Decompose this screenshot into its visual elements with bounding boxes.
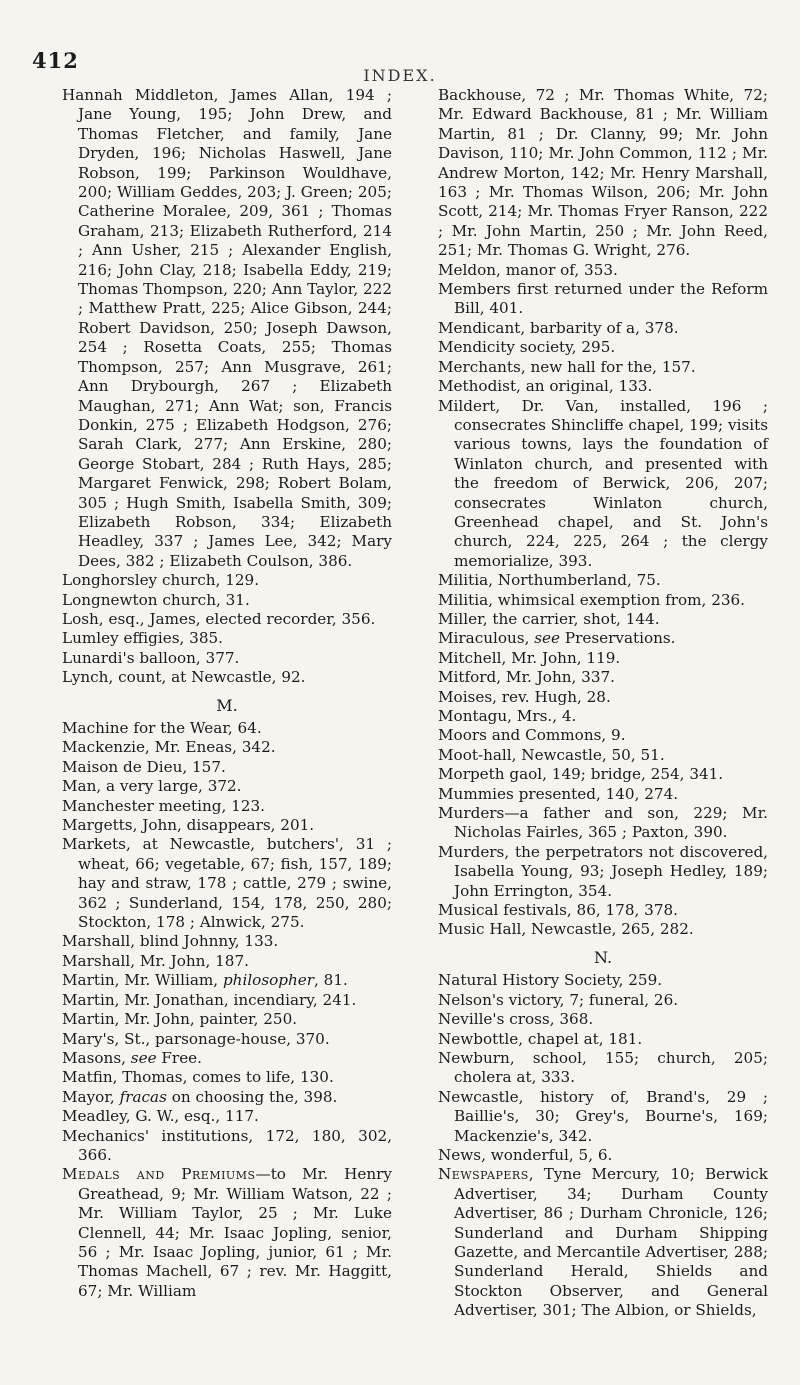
index-entry: Newbottle, chapel at, 181. (438, 1029, 643, 1048)
index-entry: Mildert, Dr. Van, installed, 196 ; consecrates Shincliffe chapel, 199; visits various towns, lays the foundation of Winlaton church, and presented with the freedom of Berwick, 206, 207; consecrates Winlaton church, Greenhead chapel, and St. John's church, 224, 225, 264 ; the clergy memorialize, 393. (438, 396, 768, 570)
index-entry-continued: Backhouse, 72 ; Mr. Thomas White, 72; Mr. Edward Backhouse, 81 ; Mr. William Martin, 81 ; Dr. Clanny, 99; Mr. John Davison, 110; Mr. John Common, 112 ; Mr. Andrew Morton, 142; Mr. Henry Marshall, 163 ; Mr. Thomas Wilson, 206; Mr. John Scott, 214; Mr. Thomas Fryer Ranson, 222 ; Mr. John Martin, 250 ; Mr. John Reed, 251; Mr. Thomas G. Wright, 276. (438, 86, 768, 260)
index-entry: Marshall, Mr. John, 187. (62, 951, 249, 970)
index-entry: Meldon, manor of, 353. (438, 260, 618, 279)
m-entries-group-a (62, 719, 392, 971)
index-entry: Newcastle, history of, Brand's, 29 ; Baillie's, 30; Grey's, Bourne's, 169; Mackenzie's, 342. (438, 1087, 768, 1145)
index-entry: Manchester meeting, 123. (62, 796, 265, 815)
index-entry: Miraculous, see Preservations. (438, 629, 676, 648)
index-entry: Marshall, blind Johnny, 133. (62, 932, 279, 951)
index-entry: Margetts, John, disappears, 201. (62, 816, 315, 835)
index-entry: Mendicity society, 295. (438, 338, 616, 357)
index-entry: Musical festivals, 86, 178, 378. (438, 901, 678, 920)
index-entry: Mummies presented, 140, 274. (438, 784, 679, 803)
running-head: INDEX. (363, 66, 437, 85)
index-columns (62, 86, 768, 1321)
index-entry: Methodist, an original, 133. (438, 377, 653, 396)
index-entry: Nelson's victory, 7; funeral, 26. (438, 990, 679, 1009)
index-entry: Lumley effigies, 385. (62, 629, 223, 648)
left-entries (62, 86, 392, 688)
index-entry: Martin, Mr. William, philosopher, 81. (62, 971, 348, 990)
section-heading-m: M. (216, 695, 238, 715)
m-entries-group-b (62, 991, 392, 1049)
index-entry: Maison de Dieu, 157. (62, 757, 226, 776)
index-entry: Mendicant, barbarity of a, 378. (438, 318, 679, 337)
index-entry: News, wonderful, 5, 6. (438, 1145, 613, 1164)
index-entry: Militia, whimsical exemption from, 236. (438, 590, 746, 609)
index-entry: Morpeth gaol, 149; bridge, 254, 341. (438, 765, 724, 784)
index-entry: Montagu, Mrs., 4. (438, 707, 577, 725)
index-entry: Miller, the carrier, shot, 144. (438, 609, 660, 628)
index-entry: Longhorsley church, 129. (62, 571, 260, 590)
section-heading-n: N. (593, 947, 613, 967)
index-entry: Members first returned under the Reform Bill, 401. (438, 280, 768, 318)
index-entry: Neville's cross, 368. (438, 1010, 594, 1029)
index-entry: Murders—a father and son, 229; Mr. Nicholas Fairles, 365 ; Paxton, 390. (438, 804, 768, 842)
index-entry: Medals and Premiums—to Mr. Henry Greathead, 9; Mr. William Watson, 22 ; Mr. William Taylor, 25 ; Mr. Luke Clennell, 44; Mr. Isaac Jopling, senior, 56 ; Mr. Isaac Jopling, junior, 61 ; Mr. Thomas Machell, 67 ; rev. Mr. Haggitt, 67; Mr. William (62, 1165, 392, 1300)
index-entry: Murders, the perpetrators not discovered, Isabella Young, 93; Joseph Hedley, 189; John Errington, 354. (438, 842, 768, 900)
index-entry: Longnewton church, 31. (62, 590, 250, 609)
index-entry: Mary's, St., parsonage-house, 370. (62, 1029, 330, 1048)
index-entry: Martin, Mr. Jonathan, incendiary, 241. (62, 990, 357, 1009)
right-column (438, 86, 768, 1321)
index-entry: Newspapers, Tyne Mercury, 10; Berwick Advertiser, 34; Durham County Advertiser, 86 ; Durham Chronicle, 126; Sunderland and Durham Shipping Gazette, and Mercantile Advertiser, 288; Sunderland Herald, Shields and Stockton Observer, and General Advertiser, 301; The Albion, or Shields, (438, 1165, 768, 1320)
index-entry: Music Hall, Newcastle, 265, 282. (438, 920, 694, 939)
index-entry: Man, a very large, 372. (62, 777, 242, 796)
index-entry: Masons, see Free. (62, 1048, 202, 1067)
index-entry: Lunardi's balloon, 377. (62, 648, 240, 667)
n-entries (438, 971, 768, 1165)
index-entry: Meadley, G. W., esq., 117. (62, 1107, 259, 1126)
left-column (62, 86, 392, 1321)
m-entries-group-b (438, 649, 768, 940)
index-entry: Militia, Northumberland, 75. (438, 571, 661, 590)
index-entry: Mechanics' institutions, 172, 180, 302, 366. (62, 1126, 392, 1164)
index-entry: Losh, esq., James, elected recorder, 356. (62, 609, 376, 628)
index-entry: Mitchell, Mr. John, 119. (438, 648, 621, 667)
index-entry: Moot-hall, Newcastle, 50, 51. (438, 745, 665, 764)
index-entry: Matfin, Thomas, comes to life, 130. (62, 1068, 334, 1087)
page-number: 412 (32, 48, 79, 73)
index-entry: Machine for the Wear, 64. (62, 719, 262, 737)
index-entry: Mitford, Mr. John, 337. (438, 668, 615, 687)
index-entry: Natural History Society, 259. (438, 971, 663, 990)
index-entry: Martin, Mr. John, painter, 250. (62, 1010, 298, 1029)
m-entries-group-a (438, 261, 768, 630)
index-entry: Newburn, school, 155; church, 205; cholera at, 333. (438, 1048, 768, 1087)
index-entry: Lynch, count, at Newcastle, 92. (62, 668, 306, 687)
index-entry: Mackenzie, Mr. Eneas, 342. (62, 738, 276, 757)
m-entries-group-c (62, 1107, 392, 1165)
index-entry: Mayor, fracas on choosing the, 398. (62, 1087, 338, 1106)
index-entry: Markets, at Newcastle, butchers', 31 ; wheat, 66; vegetable, 67; fish, 157, 189; hay and straw, 178 ; cattle, 279 ; swine, 362 ; Sunderland, 154, 178, 250, 280; Stockton, 178 ; Alnwick, 275. (62, 835, 392, 932)
index-entry: Hannah Middleton, James Allan, 194 ; Jane Young, 195; John Drew, and Thomas Fletcher, and family, Jane Dryden, 196; Nicholas Haswell, Jane Robson, 199; Parkinson Wouldhave, 200; William Geddes, 203; J. Green; 205; Catherine Moralee, 209, 361 ; Thomas Graham, 213; Elizabeth Rutherford, 214 ; Ann Usher, 215 ; Alexander English, 216; John Clay, 218; Isabella Eddy, 219; Thomas Thompson, 220; Ann Taylor, 222 ; Matthew Pratt, 225; Alice Gibson, 244; Robert Davidson, 250; Joseph Dawson, 254 ; Rosetta Coats, 255; Thomas Thompson, 257; Ann Musgrave, 261; Ann Drybourgh, 267 ; Elizabeth Maughan, 271; Ann Wat; son, Francis Donkin, 275 ; Elizabeth Hodgson, 276; Sarah Clark, 277; Ann Erskine, 280; George Stobart, 284 ; Ruth Hays, 285; Margaret Fenwick, 298; Robert Bolam, 305 ; Hugh Smith, Isabella Smith, 309; Elizabeth Robson, 334; Elizabeth Headley, 337 ; James Lee, 342; Mary Dees, 382 ; Elizabeth Coulson, 386. (62, 86, 392, 570)
index-entry: Merchants, new hall for the, 157. (438, 357, 696, 376)
index-entry: Moors and Commons, 9. (438, 726, 626, 745)
index-entry: Moises, rev. Hugh, 28. (438, 687, 611, 706)
